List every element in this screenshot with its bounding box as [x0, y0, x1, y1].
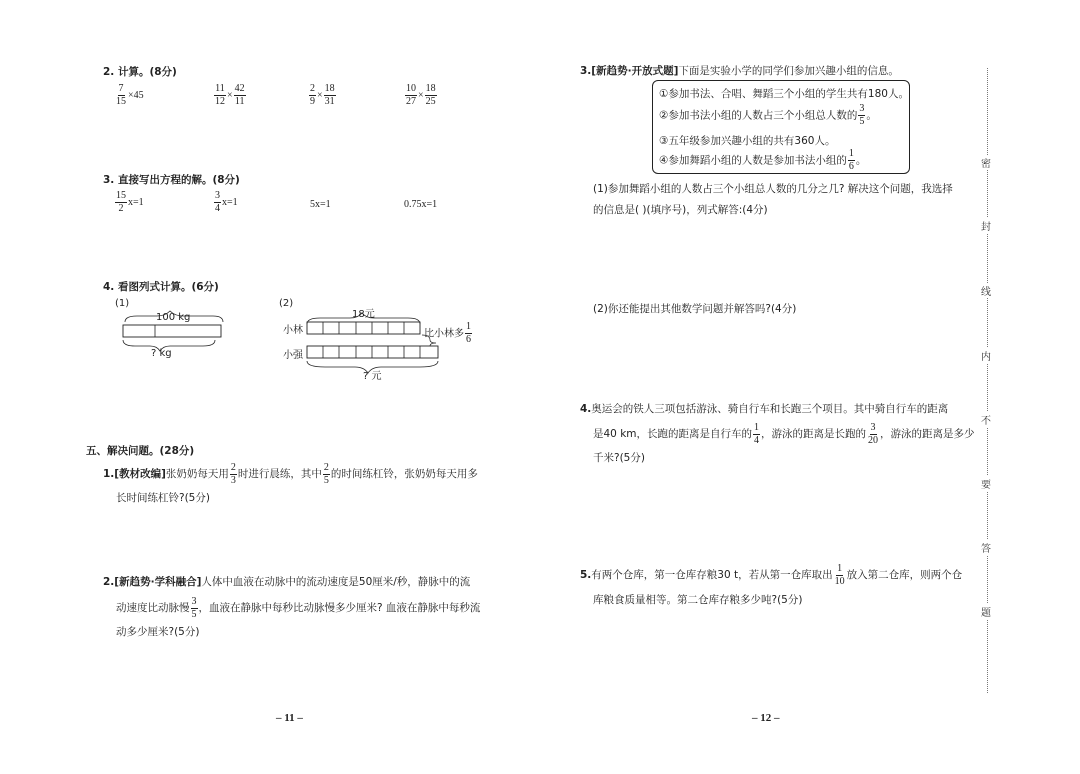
seal-char-2: 封 — [981, 218, 991, 233]
problem-5-1-line-1: 1.[教材改编]张奶奶每天用 $\frac{2}{3}$ 时进行晨练，其中 $\frac{2}{5}$ 的时间练杠铃，张奶奶每天用多 — [103, 461, 478, 486]
problem-5-2-line-1: 2.[新趋势·学科融合]人体中血液在动脉中的流动速度是50厘米/秒，静脉中的流 — [103, 576, 471, 588]
calc-item-1: $\frac{7}{15}$ ×45 — [116, 83, 144, 107]
diagram-1-top-label: 100 kg — [156, 312, 191, 323]
diagram-2-row2-label: 小强 — [283, 350, 303, 361]
diagram-2-bottom-label: ? 元 — [363, 371, 382, 382]
seal-char-3: 线 — [981, 283, 991, 298]
right-q4-line-2: 是40 km，长跑的距离是自行车的 $\frac{1}{4}$ ，游泳的距离是长跑的 $\frac{3}{20}$ ，游泳的距离是多少 — [593, 421, 975, 446]
equation-item-2: $\frac{3}{4}$ x=1 — [215, 190, 238, 214]
info-item-1: ①参加书法、合唱、舞蹈三个小组的学生共有180人。 — [659, 88, 909, 100]
seal-char-1: 密 — [981, 155, 991, 170]
seal-char-7: 答 — [981, 540, 991, 555]
seal-char-6: 要 — [981, 476, 991, 491]
equation-item-4: 0.75x=1 — [404, 199, 438, 210]
equation-item-3: 5x=1 — [310, 199, 331, 210]
info-box — [652, 80, 910, 174]
diagram-2-top-label: 18元 — [352, 309, 375, 320]
right-q5-line-2: 库粮食质量相等。第二仓库存粮多少吨?(5分) — [593, 594, 803, 606]
right-q3-sub1-line-2: 的信息是( )(填序号)，列式解答:(4分) — [593, 204, 768, 216]
right-q3-sub2: (2)你还能提出其他数学问题并解答吗?(4分) — [593, 303, 797, 315]
section-5-heading: 五、解决问题。(28分) — [86, 445, 195, 457]
right-q3-sub1-line-1: (1)参加舞蹈小组的人数占三个小组总人数的几分之几? 解决这个问题，我选择 — [593, 183, 953, 195]
problem-5-2-line-3: 动多少厘米?(5分) — [116, 626, 200, 638]
problem-5-1-line-2: 长时间练杠铃?(5分) — [116, 492, 210, 504]
right-question-3-heading: 3.[新趋势·开放式题]下面是实验小学的同学们参加兴趣小组的信息。 — [580, 65, 899, 77]
calc-item-2: $\frac{11}{12}$ × $\frac{42}{11}$ — [215, 83, 245, 107]
right-q4-line-1: 4.奥运会的铁人三项包括游泳、骑自行车和长跑三个项目。其中骑自行车的距离 — [580, 403, 949, 415]
diagram-2-label: (2) — [279, 298, 294, 309]
info-item-3: ③五年级参加兴趣小组的共有360人。 — [659, 135, 836, 147]
page-number-left: – 11 – — [276, 712, 303, 724]
diagram-2-row1-label: 小林 — [283, 325, 303, 336]
seal-char-8: 题 — [981, 604, 991, 619]
right-q5-line-1: 5.有两个仓库，第一仓库存粮30 t，若从第一仓库取出 $\frac{1}{10}$ 放入第二仓库，则两个仓 — [580, 562, 963, 587]
equation-item-1: $\frac{15}{2}$ x=1 — [116, 190, 144, 214]
right-q4-line-3: 千米?(5分) — [593, 452, 645, 464]
question-4-heading: 4. 看图列式计算。(6分) — [103, 281, 219, 293]
question-3-heading: 3. 直接写出方程的解。(8分) — [103, 174, 240, 186]
info-item-4: ④参加舞蹈小组的人数是参加书法小组的 $\frac{1}{6}$ 。 — [659, 148, 867, 172]
seal-char-4: 内 — [981, 348, 991, 363]
calc-item-4: $\frac{10}{27}$ × $\frac{18}{25}$ — [406, 83, 436, 107]
page-number-right: – 12 – — [752, 712, 780, 724]
question-2-heading: 2. 计算。(8分) — [103, 66, 177, 78]
diagram-1-label: (1) — [115, 298, 130, 309]
info-item-2: ②参加书法小组的人数占三个小组总人数的 $\frac{3}{5}$ 。 — [659, 103, 877, 127]
seal-char-5: 不 — [981, 412, 991, 427]
problem-5-2-line-2: 动速度比动脉慢 $\frac{3}{5}$ ，血液在静脉中每秒比动脉慢多少厘米? 血液在静脉中每秒流 — [116, 595, 481, 620]
calc-item-3: $\frac{2}{9}$ × $\frac{18}{31}$ — [310, 83, 335, 107]
diagram-1-bottom-label: ? kg — [151, 348, 172, 359]
diagram-2-side-label: 比小林多 $\frac{1}{6}$ — [424, 321, 471, 345]
